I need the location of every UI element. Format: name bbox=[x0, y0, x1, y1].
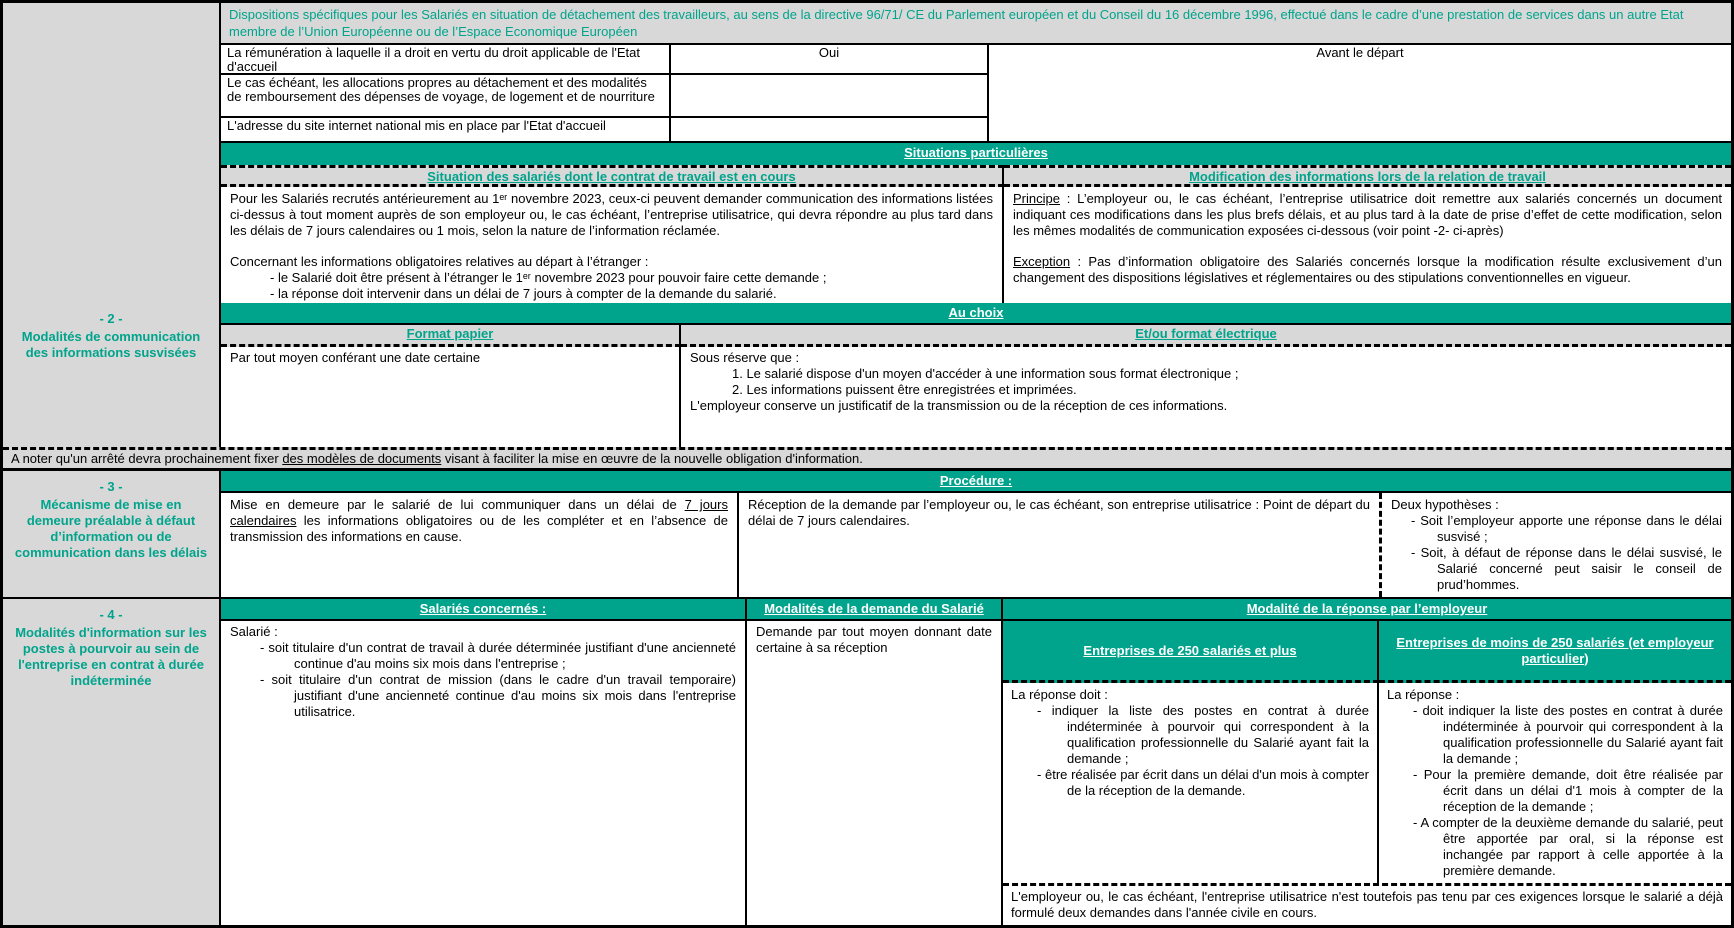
para-sous-reserve: Sous réserve que : bbox=[690, 350, 800, 365]
section-3-mise-en-demeure bbox=[3, 471, 1731, 599]
cell-situation-contrat-en-cours bbox=[221, 187, 1004, 306]
cell-format-electrique bbox=[681, 347, 1731, 447]
bullet-contrat-mission: - soit titulaire d'un contrat de mission (dans le cadre d'un travail temporaire) justifiant d'une ancienneté continue d'au moins six mois dans l'entreprise utilisatrice. bbox=[260, 672, 736, 719]
para-principe: Principe : L’employeur ou, le cas échéant, l’entreprise utilisatrice doit remettre aux salariés concernés un document indiquant ces modifications dans les plus brefs délais, et au plus tard à la date de prise d’effet de cette modification, selon les mêmes modalités de communication exposées ci-dessous (voir point -2- ci-après) bbox=[1013, 191, 1722, 238]
cell-format-papier: Par tout moyen conférant une date certaine bbox=[221, 347, 681, 447]
bullet-indiquer-liste-postes: - indiquer la liste des postes en contrat à durée indéterminée à pourvoir qui correspondent à la qualification professionnelle du Salarié ayant fait la demande ; bbox=[1037, 703, 1369, 766]
cell-avant-le-depart: Avant le départ bbox=[989, 45, 1731, 143]
section-2-number: - 2 - bbox=[99, 311, 123, 326]
sidebar-section-2 bbox=[3, 303, 221, 447]
header-modalites-demande: Modalités de la demande du Salarié bbox=[747, 599, 1003, 621]
section-3-number: - 3 - bbox=[99, 479, 123, 494]
para-concernant-depart: Concernant les informations obligatoires relatives au départ à l’étranger : bbox=[230, 254, 649, 269]
section-4-title: Modalités d'information sur les postes à pourvoir au sein de l'entreprise en contrat à durée indéterminée bbox=[15, 625, 207, 688]
item-enregistrees-imprimees: 2. Les informations puissent être enregistrées et imprimées. bbox=[732, 382, 1077, 397]
section-2-title: Modalités de communication des informations susvisées bbox=[21, 329, 201, 360]
au-choix-grid bbox=[221, 325, 1731, 447]
para-salarie: Salarié : bbox=[230, 624, 278, 639]
reponse-employeur-grid bbox=[1003, 621, 1731, 928]
cell-reponse-250-plus bbox=[1003, 683, 1379, 883]
header-entreprises-250-plus: Entreprises de 250 salariés et plus bbox=[1003, 621, 1379, 683]
cell-empty-1 bbox=[671, 75, 989, 118]
band-procedure: Procédure : bbox=[221, 471, 1731, 493]
item-acces-electronique: 1. Le salarié dispose d'un moyen d'accéder à une information sous format électronique ; bbox=[732, 366, 1239, 381]
bullet-prudhommes: - Soit, à défaut de réponse dans le délai susvisé, le Salarié concerné peut saisir le conseil de prud’hommes. bbox=[1411, 545, 1722, 592]
note-arrete: A noter qu'un arrêté devra prochainement fixer des modèles de documents visant à faciliter la mise en œuvre de la nouvelle obligation d'information. bbox=[3, 447, 1731, 471]
section-4-number: - 4 - bbox=[99, 607, 123, 622]
bullet-deuxieme-demande-oral: - A compter de la deuxième demande du salarié, peut être apportée par oral, si la réponse est inchangée par rapport à celle apportée à la première demande. bbox=[1413, 815, 1723, 878]
band-situations-particulieres: Situations particulières bbox=[221, 143, 1731, 165]
cell-mise-en-demeure: Mise en demeure par le salarié de lui communiquer dans un délai de 7 jours calendaires les informations obligatoires ou de les compléter et en l’absence de transmission des informations en cause. bbox=[221, 493, 739, 597]
procedure-grid bbox=[221, 471, 1731, 597]
bullet-present-etranger: - le Salarié doit être présent à l’étranger le 1ᵉʳ novembre 2023 pour pouvoir faire cette demande ; bbox=[270, 270, 827, 285]
bullet-reponse-delai: - Soit l’employeur apporte une réponse dans le délai susvisé ; bbox=[1411, 513, 1722, 544]
info-rows bbox=[221, 45, 1731, 143]
para-la-reponse: La réponse : bbox=[1387, 687, 1460, 702]
top-title: Dispositions spécifiques pour les Salariés en situation de détachement des travailleurs, au sens de la directive 96/71/ CE du Parlement européen et du Conseil du 16 décembre 1996, effectué dans le cadre d’une prestation de services dans un autre Etat membre de l’Union Européenne ou de l’Espace Economique Européen bbox=[221, 3, 1731, 45]
para-justificatif: L'employeur conserve un justificatif de la transmission ou de la réception de ces informations. bbox=[690, 398, 1228, 413]
row-label-allocations: Le cas échéant, les allocations propres au détachement et des modalités de remboursement des dépenses de voyage, de logement et de nourriture bbox=[221, 75, 671, 118]
section-2-modalites-communication bbox=[3, 300, 1731, 447]
note-deux-demandes: L'employeur ou, le cas échéant, l'entreprise utilisatrice n'est toutefois pas tenu par ces exigences lorsque le salarié a déjà formulé deux demandes dans l'année civile en cours. bbox=[1003, 883, 1731, 928]
cell-salaries-concernes bbox=[221, 621, 747, 928]
row-label-remuneration: La rémunération à laquelle il a droit en vertu du droit applicable de l'Etat d'accueil bbox=[221, 45, 671, 75]
cell-modalites-demande: Demande par tout moyen donnant date certaine à sa réception bbox=[747, 621, 1003, 928]
header-entreprises-moins-250: Entreprises de moins de 250 salariés (et employeur particulier) bbox=[1379, 621, 1731, 683]
bullet-reponse-7-jours: - la réponse doit intervenir dans un délai de 7 jours à compter de la demande du salarié. bbox=[270, 286, 777, 301]
section-3-title: Mécanisme de mise en demeure préalable à défaut d’information ou de communication dans les délais bbox=[14, 497, 208, 560]
underlined-7-jours-calendaires: 7 jours calendaires bbox=[230, 497, 728, 528]
para-exception: Exception : Pas d’information obligatoire des Salariés concernés lorsque la modification résulte exclusivement d’un changement des dispositions législatives et réglementaires ou des stipulations conventionnelles en vigueur. bbox=[1013, 254, 1722, 285]
band-au-choix: Au choix bbox=[221, 303, 1731, 325]
header-situation-contrat-en-cours: Situation des salariés dont le contrat de travail est en cours bbox=[221, 165, 1004, 187]
bullet-ecrit-un-mois: - être réalisée par écrit dans un délai d'un mois à compter de la réception de la demande. bbox=[1037, 767, 1369, 798]
header-modalite-reponse: Modalité de la réponse par l’employeur bbox=[1003, 599, 1731, 621]
row-label-adresse-site: L'adresse du site internet national mis en place par l'Etat d'accueil bbox=[221, 118, 671, 143]
section-4-postes-a-pourvoir bbox=[3, 599, 1731, 922]
cell-reception-demande: Réception de la demande par l’employeur ou, le cas échéant, son entreprise utilisatrice : Point de départ du délai de 7 jours calendaires. bbox=[739, 493, 1382, 597]
note-underlined-modeles: des modèles de documents bbox=[282, 451, 442, 466]
header-modification-informations: Modification des informations lors de la relation de travail bbox=[1004, 165, 1731, 187]
cell-oui: Oui bbox=[671, 45, 989, 75]
postes-grid bbox=[221, 599, 1731, 928]
para-la-reponse-doit: La réponse doit : bbox=[1011, 687, 1108, 702]
bullet-premiere-demande-ecrit: - Pour la première demande, doit être réalisée par écrit dans un délai d'1 mois à compter de la réception de la demande ; bbox=[1413, 767, 1723, 814]
sidebar-section-4 bbox=[3, 599, 221, 928]
section-detachement bbox=[3, 3, 1731, 300]
cell-empty-2 bbox=[671, 118, 989, 143]
sidebar-empty bbox=[3, 3, 221, 306]
label-principe: Principe bbox=[1013, 191, 1060, 206]
header-salaries-concernes: Salariés concernés : bbox=[221, 599, 747, 621]
bullet-doit-indiquer-liste: - doit indiquer la liste des postes en contrat à durée indéterminée à pourvoir qui correspondent à la qualification professionnelle du Salarié ayant fait la demande ; bbox=[1413, 703, 1723, 766]
cell-reponse-moins-250 bbox=[1379, 683, 1731, 883]
label-exception: Exception bbox=[1013, 254, 1071, 269]
sidebar-section-3 bbox=[3, 471, 221, 597]
header-format-papier: Format papier bbox=[221, 325, 681, 347]
header-format-electrique: Et/ou format électrique bbox=[681, 325, 1731, 347]
para-deux-hypotheses: Deux hypothèses : bbox=[1391, 497, 1499, 512]
cell-deux-hypotheses bbox=[1382, 493, 1731, 597]
para-salaries-anterieurs: Pour les Salariés recrutés antérieurement au 1ᵉʳ novembre 2023, ceux-ci peuvent demander communication des informations listées ci-dessus à tout moment auprès de son employeur ou, le cas échéant, l’entreprise utilisatrice, qui devra répondre au plus tard dans les délais de 7 jours calendaires ou 1 mois, selon la nature de l’information réclamée. bbox=[230, 191, 993, 238]
cell-modification-informations bbox=[1004, 187, 1731, 306]
bullet-cdd-six-mois: - soit titulaire d'un contrat de travail à durée déterminée justifiant d'une ancienneté continue d'au moins six mois dans l'entreprise ; bbox=[260, 640, 736, 671]
situations-grid bbox=[221, 165, 1731, 306]
